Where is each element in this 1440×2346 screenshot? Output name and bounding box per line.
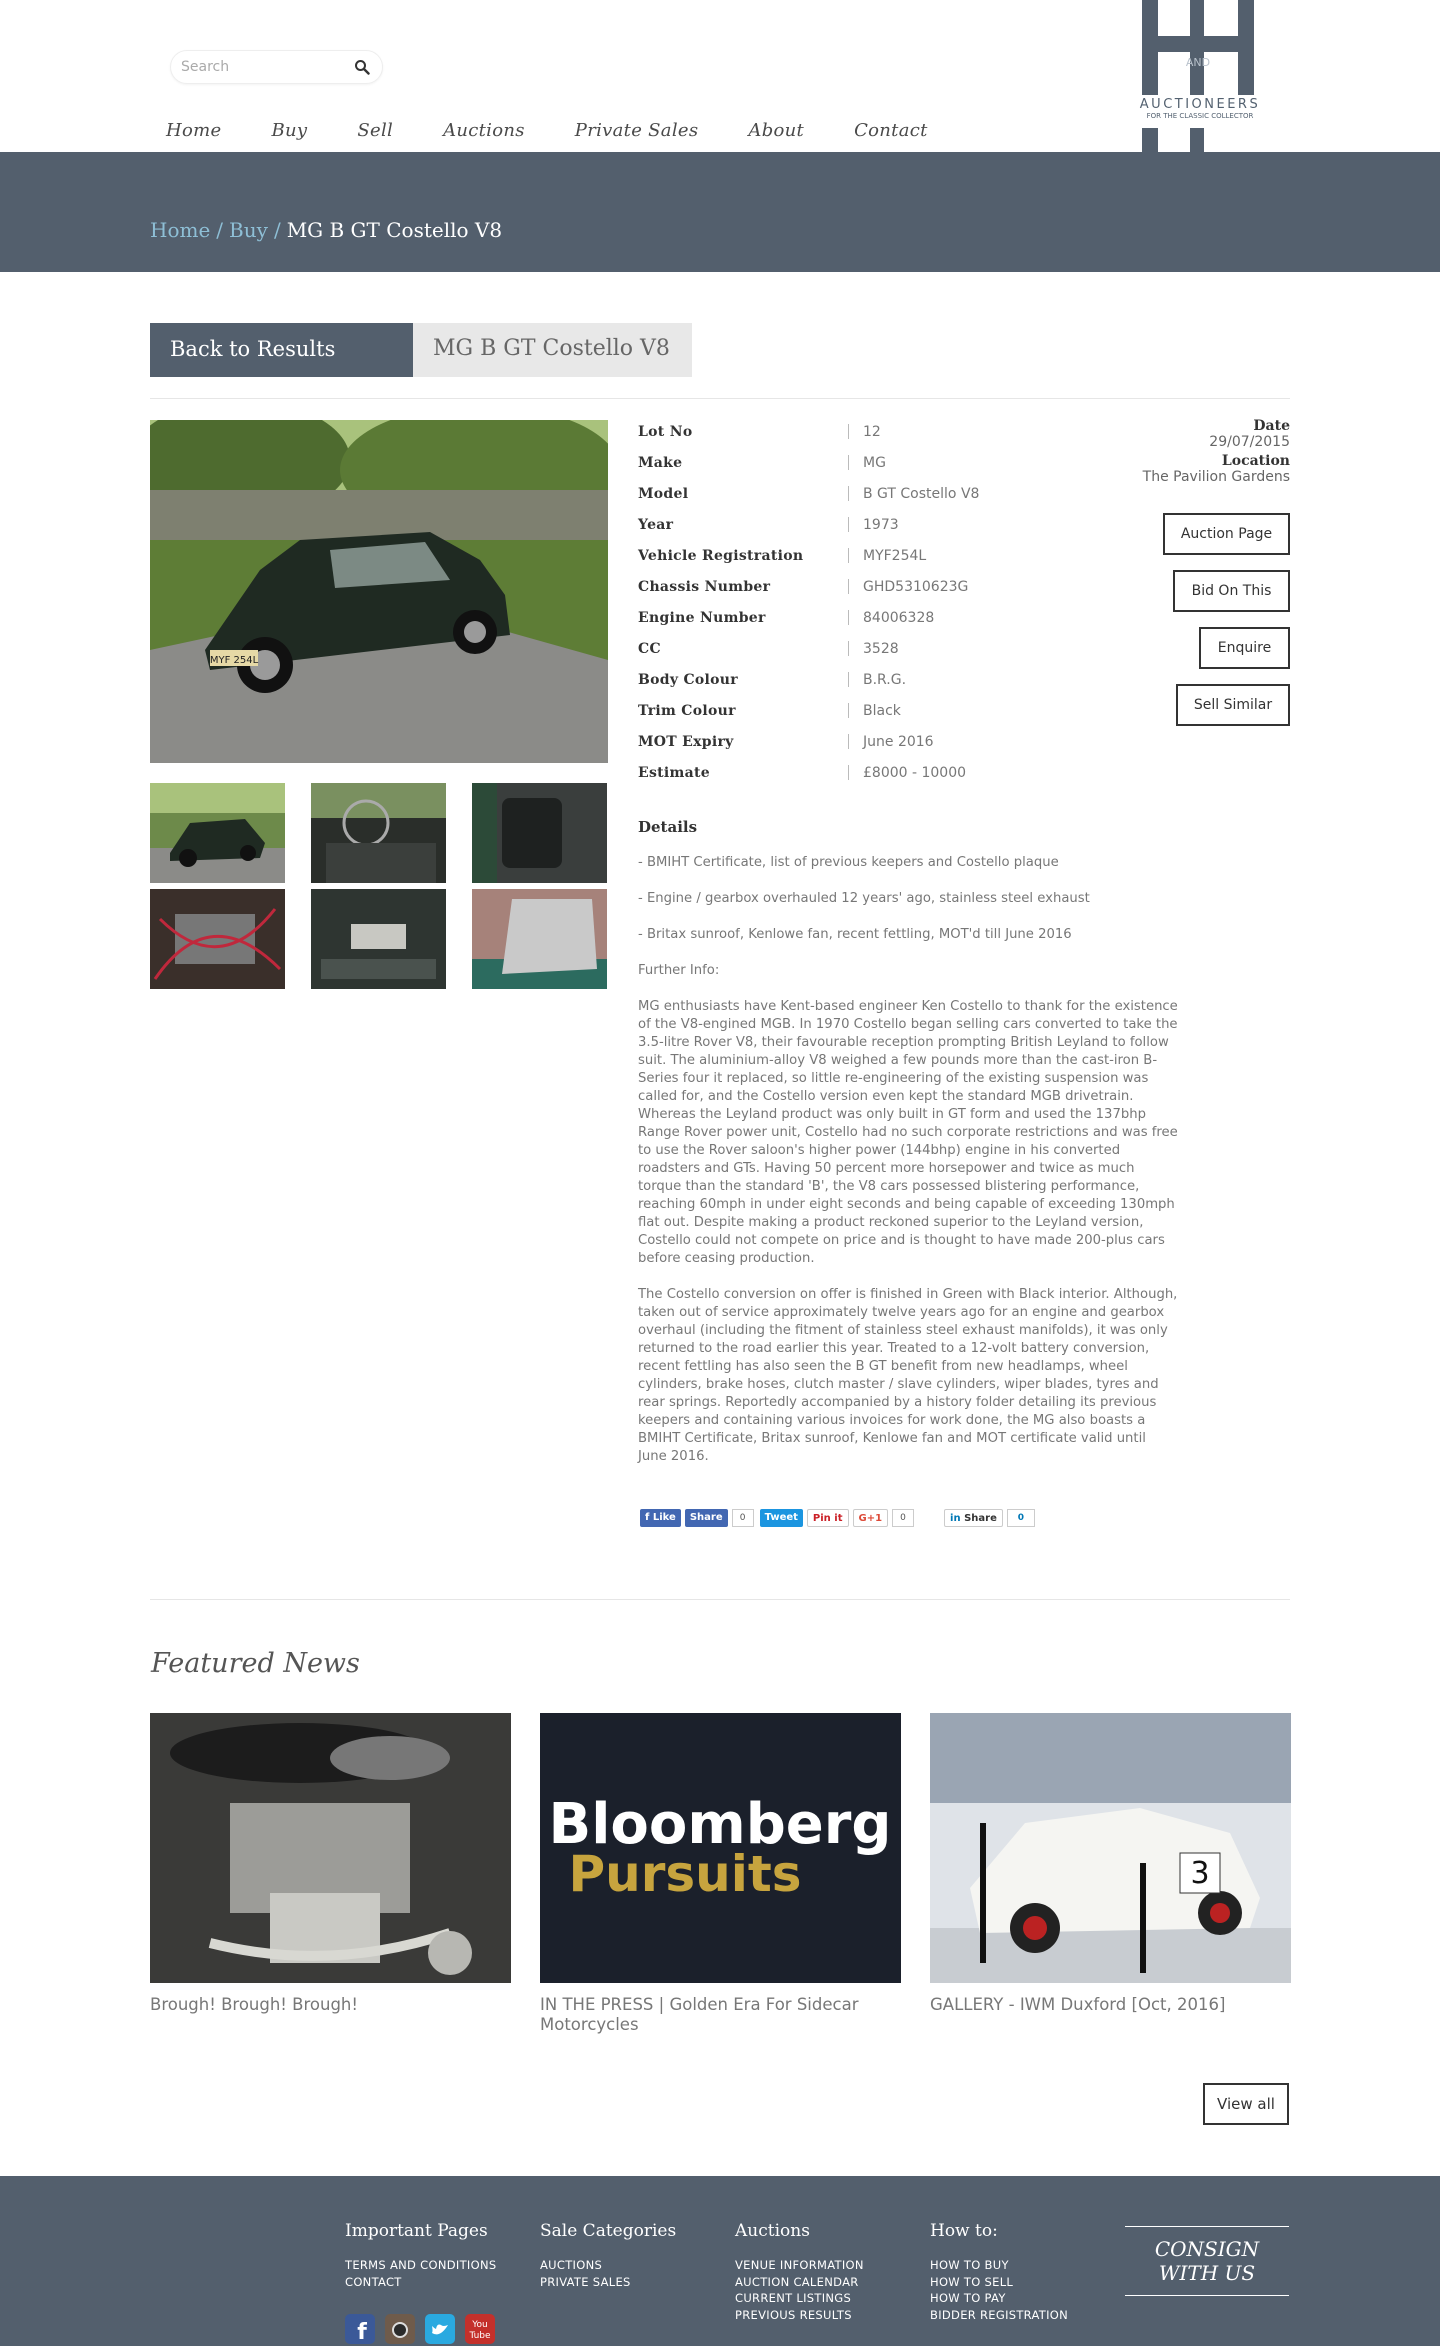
- details-paragraph: The Costello conversion on offer is finished in Green with Black interior. Although, taken out of service approximately twelve years ago for an engine and gearbox overhaul (including the fitment of stainless steel exhaust manifolds), it was only returned to the road earlier this year. Treated to a 12-volt battery conversion, recent fettling has also seen the B GT benefit from new headlamps, wheel cylinders, brake hoses, clutch master / slave cylinders, wiper blades, tyres and rear springs. Reportedly accompanied by a history folder detailing its previous keepers and containing various invoices for work done, the MG also boasts a BMIHT Certificate, Britax sunroof, Kenlowe fan and MOT certificate valid until June 2016.: [638, 1287, 1178, 1464]
- footer-link-previous-results[interactable]: PREVIOUS RESULTS: [735, 2307, 852, 2322]
- nav-private-sales[interactable]: Private Sales: [574, 120, 699, 141]
- spec-label: Lot No: [638, 423, 693, 440]
- twitter-icon[interactable]: [425, 2314, 455, 2344]
- footer-link-how-to-buy[interactable]: HOW TO BUY: [930, 2258, 1009, 2272]
- footer-heading: Auctions: [735, 2221, 810, 2241]
- auction-page-button[interactable]: Auction Page: [1163, 513, 1290, 555]
- footer-heading: Sale Categories: [540, 2221, 677, 2241]
- news-caption[interactable]: Brough! Brough! Brough!: [150, 1995, 359, 2014]
- breadcrumb: [150, 218, 502, 242]
- nav-about[interactable]: About: [748, 120, 805, 141]
- lot-title: MG B GT Costello V8: [413, 323, 692, 377]
- divider: [848, 765, 849, 780]
- spec-row-trim-colour: [638, 695, 979, 726]
- spec-row-model: [638, 478, 979, 509]
- spec-value: GHD5310623G: [863, 578, 969, 595]
- thumbnail-1[interactable]: [150, 783, 285, 883]
- thumbnail-3[interactable]: [472, 783, 607, 883]
- date-label: Date: [1253, 418, 1290, 434]
- search-box[interactable]: [170, 50, 383, 84]
- site-footer: [0, 2176, 1440, 2346]
- facebook-count: 0: [732, 1509, 754, 1527]
- logo-subtext: FOR THE CLASSIC COLLECTOR: [1146, 112, 1254, 120]
- svg-text:3: 3: [1190, 1856, 1210, 1891]
- breadcrumb-separator: /: [216, 218, 224, 242]
- news-image[interactable]: [930, 1713, 1291, 1983]
- news-card[interactable]: [930, 1713, 1291, 2015]
- divider: [848, 703, 849, 718]
- divider: [848, 517, 849, 532]
- spec-value: MYF254L: [863, 547, 927, 564]
- svg-text:AND: AND: [1185, 56, 1211, 69]
- spec-value: 84006328: [863, 609, 935, 626]
- divider: [848, 641, 849, 656]
- spec-row-estimate: [638, 757, 979, 788]
- site-header: [0, 0, 1440, 152]
- main-nav: [166, 120, 978, 141]
- consign-line-1: CONSIGN: [1154, 2237, 1260, 2261]
- details-bullet: - Engine / gearbox overhauled 12 years' ago, stainless steel exhaust: [638, 891, 1090, 906]
- footer-link-contact[interactable]: CONTACT: [345, 2274, 402, 2289]
- spec-value: June 2016: [863, 733, 934, 750]
- details-heading: Details: [638, 818, 698, 836]
- spec-row-chassis: [638, 571, 979, 602]
- bid-on-this-button[interactable]: Bid On This: [1173, 570, 1290, 612]
- spec-label: Estimate: [638, 764, 710, 781]
- consign-line-2: WITH US: [1158, 2261, 1256, 2285]
- footer-link-terms[interactable]: TERMS AND CONDITIONS: [345, 2258, 497, 2272]
- nav-buy[interactable]: Buy: [271, 120, 308, 141]
- spec-value: Black: [863, 702, 901, 719]
- nav-sell[interactable]: Sell: [357, 120, 394, 141]
- divider: [848, 455, 849, 470]
- spec-row-registration: [638, 540, 979, 571]
- divider: [848, 424, 849, 439]
- pinterest-button[interactable]: Pin it: [807, 1509, 849, 1527]
- date-value: 29/07/2015: [1209, 434, 1290, 450]
- footer-heading: Important Pages: [345, 2221, 488, 2241]
- breadcrumb-buy[interactable]: Buy: [229, 218, 268, 242]
- spec-value: 12: [863, 423, 881, 440]
- footer-link-private-sales[interactable]: PRIVATE SALES: [540, 2274, 631, 2289]
- location-label: Location: [1221, 453, 1290, 469]
- footer-col-sale-categories: [540, 2221, 676, 2290]
- lot-tabs: [150, 323, 692, 377]
- news-image[interactable]: [540, 1713, 901, 1983]
- footer-link-bidder-registration[interactable]: BIDDER REGISTRATION: [930, 2307, 1069, 2322]
- sell-similar-button[interactable]: Sell Similar: [1176, 684, 1290, 726]
- footer-link-venue[interactable]: VENUE INFORMATION: [735, 2258, 864, 2272]
- spec-row-cc: [638, 633, 979, 664]
- spec-label: MOT Expiry: [638, 733, 734, 750]
- spec-label: CC: [638, 640, 661, 657]
- thumbnail-5[interactable]: [311, 889, 446, 989]
- footer-link-how-to-pay[interactable]: HOW TO PAY: [930, 2291, 1006, 2305]
- site-logo[interactable]: [1130, 0, 1270, 152]
- footer-heading: How to:: [930, 2221, 998, 2241]
- pursuits-logo-text: Pursuits: [568, 1845, 802, 1903]
- featured-news-heading: Featured News: [151, 1648, 360, 1679]
- google-plus-button[interactable]: G+1: [853, 1509, 889, 1527]
- linkedin-count: 0: [1007, 1509, 1035, 1527]
- tweet-button[interactable]: Tweet: [760, 1509, 803, 1527]
- spec-label: Chassis Number: [638, 578, 771, 595]
- spec-label: Year: [638, 516, 674, 533]
- facebook-icon: f: [645, 1512, 653, 1523]
- specs-table: [638, 416, 979, 788]
- instagram-icon[interactable]: [385, 2314, 415, 2344]
- news-image[interactable]: [150, 1713, 511, 1983]
- news-card[interactable]: [150, 1713, 511, 2015]
- social-links: [345, 2314, 495, 2344]
- spec-row-body-colour: [638, 664, 979, 695]
- linkedin-icon: in: [950, 1513, 965, 1524]
- details-paragraph: MG enthusiasts have Kent-based engineer Ken Costello to thank for the existence of the V8-engined MGB. In 1970 Costello began selling cars converted to take the 3.5-litre Rover V8, their favourable reception prompting British Leyland to follow suit. The aluminium-alloy V8 weighed a few pounds more than the cast-iron B-Series four it replaced, so little re-engineering of the existing suspension was called for, and the Costello version even kept the standard MGB drivetrain. Whereas the Leyland product was only built in GT form and used the 137bhp Range Rover power unit, Costello had no such corporate restrictions and was free to use the Rover saloon's higher power (144bhp) engine in his converted roadsters and GTs. Having 50 percent more horsepower and twice as much torque than the standard 'B', the V8 cars possessed blistering performance, reaching 60mph in under eight seconds and being capable of exceeding 130mph flat out. Despite making a product reckoned superior to the Leyland version, Costello could not compete on price and is thought to have made 200-plus cars before ceasing production.: [638, 999, 1178, 1266]
- consign-with-us-button[interactable]: [1125, 2226, 1289, 2296]
- breadcrumb-current: MG B GT Costello V8: [286, 218, 503, 242]
- facebook-share-button[interactable]: Share: [685, 1509, 728, 1527]
- spec-row-lot-no: [638, 416, 979, 447]
- divider: [848, 579, 849, 594]
- breadcrumb-separator: /: [273, 218, 281, 242]
- spec-value: B GT Costello V8: [863, 485, 980, 502]
- facebook-like-label: Like: [652, 1512, 676, 1523]
- spec-row-engine: [638, 602, 979, 633]
- main-car-photo[interactable]: [150, 420, 608, 763]
- page-banner: [0, 152, 1440, 272]
- divider: [150, 1599, 1290, 1600]
- facebook-like-button[interactable]: [640, 1509, 681, 1527]
- nav-home[interactable]: Home: [166, 120, 222, 141]
- divider: [848, 610, 849, 625]
- news-caption[interactable]: IN THE PRESS | Golden Era For Sidecar Motorcycles: [540, 1995, 859, 2034]
- further-info-label: Further Info:: [638, 963, 720, 978]
- spec-value: MG: [863, 454, 886, 471]
- spec-label: Engine Number: [638, 609, 766, 626]
- footer-link-how-to-sell[interactable]: HOW TO SELL: [930, 2274, 1014, 2289]
- footer-col-how-to: [930, 2221, 1068, 2323]
- news-card[interactable]: [540, 1713, 901, 2035]
- footer-link-auctions[interactable]: AUCTIONS: [540, 2258, 603, 2272]
- breadcrumb-home[interactable]: Home: [150, 218, 211, 242]
- facebook-icon[interactable]: [345, 2314, 375, 2344]
- search-input[interactable]: [171, 51, 341, 83]
- spec-value: £8000 - 10000: [863, 764, 967, 781]
- nav-contact[interactable]: Contact: [854, 120, 928, 141]
- spec-value: B.R.G.: [863, 671, 907, 688]
- svg-text:MYF 254L: MYF 254L: [209, 655, 259, 666]
- spec-value: 1973: [863, 516, 899, 533]
- spec-row-mot: [638, 726, 979, 757]
- location-value: The Pavilion Gardens: [1142, 469, 1290, 485]
- spec-row-year: [638, 509, 979, 540]
- social-share-bar: [640, 1508, 1041, 1528]
- news-caption[interactable]: GALLERY - IWM Duxford [Oct, 2016]: [930, 1995, 1226, 2014]
- thumbnail-2[interactable]: [311, 783, 446, 883]
- divider: [848, 548, 849, 563]
- auction-meta: [1143, 418, 1290, 488]
- spec-label: Model: [638, 485, 689, 502]
- google-plus-count: 0: [892, 1509, 914, 1527]
- nav-auctions[interactable]: Auctions: [443, 120, 525, 141]
- thumbnail-6[interactable]: [472, 889, 607, 989]
- spec-label: Body Colour: [638, 671, 738, 688]
- footer-col-auctions: [735, 2221, 864, 2323]
- svg-text:f: f: [357, 2320, 367, 2344]
- view-all-button[interactable]: View all: [1203, 2083, 1289, 2125]
- footer-link-current-listings[interactable]: CURRENT LISTINGS: [735, 2291, 852, 2305]
- spec-label: Trim Colour: [638, 702, 736, 719]
- divider: [848, 486, 849, 501]
- bloomberg-logo-text: Bloomberg: [548, 1792, 892, 1857]
- details-bullet: - BMIHT Certificate, list of previous keepers and Costello plaque: [638, 855, 1059, 870]
- footer-col-important-pages: [345, 2221, 496, 2290]
- divider: [150, 398, 1290, 399]
- spec-value: 3528: [863, 640, 899, 657]
- details-bullet: - Britax sunroof, Kenlowe fan, recent fettling, MOT'd till June 2016: [638, 927, 1072, 942]
- spec-row-make: [638, 447, 979, 478]
- back-to-results-button[interactable]: Back to Results: [150, 323, 413, 377]
- divider: [848, 734, 849, 749]
- details-section: [638, 818, 1178, 1484]
- enquire-button[interactable]: Enquire: [1199, 627, 1290, 669]
- hh-logo-icon: [1138, 0, 1258, 152]
- svg-text:Tube: Tube: [469, 2331, 491, 2341]
- linkedin-share-button[interactable]: [944, 1509, 1003, 1527]
- search-icon[interactable]: [354, 59, 370, 75]
- footer-link-calendar[interactable]: AUCTION CALENDAR: [735, 2274, 859, 2289]
- spec-label: Make: [638, 454, 683, 471]
- linkedin-share-label: Share: [964, 1513, 997, 1524]
- logo-text: AUCTIONEERS: [1139, 97, 1261, 112]
- youtube-icon[interactable]: [465, 2314, 495, 2344]
- svg-text:You: You: [472, 2320, 488, 2330]
- divider: [848, 672, 849, 687]
- spec-label: Vehicle Registration: [638, 547, 804, 564]
- thumbnail-4[interactable]: [150, 889, 285, 989]
